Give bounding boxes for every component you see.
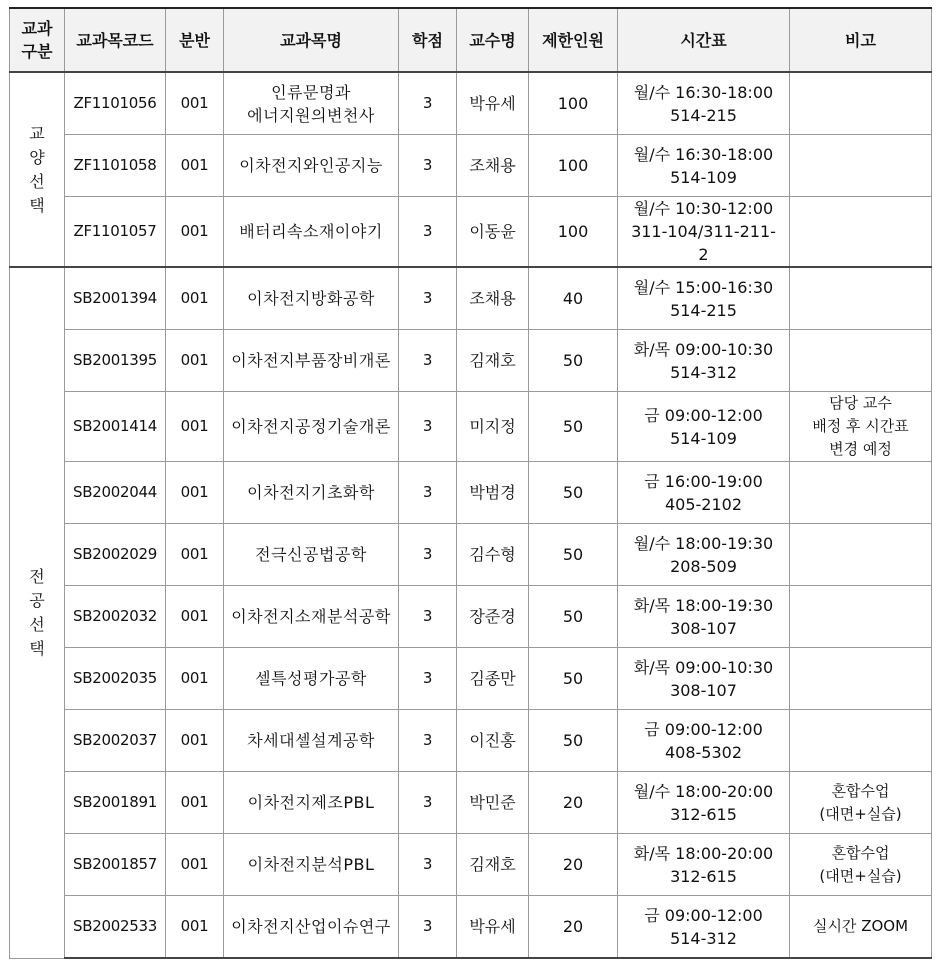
note-cell: 혼합수업 (대면+실습) xyxy=(790,834,932,896)
category-cell xyxy=(10,267,65,958)
code-cell: SB2001395 xyxy=(65,330,166,392)
table-row xyxy=(10,462,932,524)
table-row xyxy=(10,72,932,135)
capacity-cell: 50 xyxy=(529,648,618,710)
table-row xyxy=(10,710,932,772)
professor-cell: 박범경 xyxy=(457,462,529,524)
note-cell: 실시간 ZOOM xyxy=(790,896,932,959)
professor-cell: 장준경 xyxy=(457,586,529,648)
header-credit: 학점 xyxy=(399,8,457,72)
credit-cell: 3 xyxy=(399,648,457,710)
professor-cell: 조채용 xyxy=(457,135,529,197)
table-row xyxy=(10,392,932,462)
header-note: 비고 xyxy=(790,8,932,72)
code-cell: SB2002037 xyxy=(65,710,166,772)
credit-cell: 3 xyxy=(399,710,457,772)
note-cell: 혼합수업 (대면+실습) xyxy=(790,772,932,834)
note-cell xyxy=(790,135,932,197)
capacity-cell: 20 xyxy=(529,834,618,896)
course-name-cell: 이차전지방화공학 xyxy=(224,267,399,330)
code-cell: SB2001414 xyxy=(65,392,166,462)
header-row xyxy=(10,8,932,72)
code-cell: SB2001394 xyxy=(65,267,166,330)
schedule-cell: 금 09:00-12:00 514-109 xyxy=(618,392,790,462)
note-cell xyxy=(790,648,932,710)
code-cell: SB2002533 xyxy=(65,896,166,959)
note-cell xyxy=(790,267,932,330)
table-body xyxy=(10,72,932,958)
course-name-cell: 인류문명과 에너지원의변천사 xyxy=(224,72,399,135)
code-cell: ZF1101056 xyxy=(65,72,166,135)
credit-cell: 3 xyxy=(399,72,457,135)
capacity-cell: 50 xyxy=(529,330,618,392)
course-name-cell: 이차전지산업이슈연구 xyxy=(224,896,399,959)
capacity-cell: 20 xyxy=(529,772,618,834)
header-professor: 교수명 xyxy=(457,8,529,72)
note-cell xyxy=(790,330,932,392)
professor-cell: 김수형 xyxy=(457,524,529,586)
code-cell: SB2002032 xyxy=(65,586,166,648)
schedule-cell: 화/목 09:00-10:30 514-312 xyxy=(618,330,790,392)
note-cell xyxy=(790,197,932,268)
schedule-cell: 월/수 15:00-16:30 514-215 xyxy=(618,267,790,330)
capacity-cell: 50 xyxy=(529,586,618,648)
table-row xyxy=(10,834,932,896)
table-row xyxy=(10,330,932,392)
header-capacity: 제한인원 xyxy=(529,8,618,72)
capacity-cell: 40 xyxy=(529,267,618,330)
section-cell: 001 xyxy=(166,710,224,772)
note-cell xyxy=(790,524,932,586)
professor-cell: 미지정 xyxy=(457,392,529,462)
note-cell xyxy=(790,710,932,772)
section-cell: 001 xyxy=(166,772,224,834)
professor-cell: 박유세 xyxy=(457,896,529,959)
schedule-cell: 월/수 18:00-20:00 312-615 xyxy=(618,772,790,834)
category-cell xyxy=(10,72,65,267)
header-name: 교과목명 xyxy=(224,8,399,72)
table-row xyxy=(10,896,932,959)
note-cell xyxy=(790,586,932,648)
credit-cell: 3 xyxy=(399,330,457,392)
credit-cell: 3 xyxy=(399,834,457,896)
table-row xyxy=(10,267,932,330)
credit-cell: 3 xyxy=(399,462,457,524)
section-cell: 001 xyxy=(166,197,224,268)
header-section: 분반 xyxy=(166,8,224,72)
table-row xyxy=(10,586,932,648)
header-schedule: 시간표 xyxy=(618,8,790,72)
course-name-cell: 이차전지공정기술개론 xyxy=(224,392,399,462)
course-table xyxy=(9,7,932,959)
code-cell: SB2002035 xyxy=(65,648,166,710)
section-cell: 001 xyxy=(166,586,224,648)
schedule-cell: 화/목 09:00-10:30 308-107 xyxy=(618,648,790,710)
code-cell: SB2001891 xyxy=(65,772,166,834)
course-name-cell: 이차전지소재분석공학 xyxy=(224,586,399,648)
course-name-cell: 이차전지분석PBL xyxy=(224,834,399,896)
credit-cell: 3 xyxy=(399,267,457,330)
professor-cell: 이진홍 xyxy=(457,710,529,772)
professor-cell: 김재호 xyxy=(457,834,529,896)
section-cell: 001 xyxy=(166,72,224,135)
capacity-cell: 100 xyxy=(529,197,618,268)
schedule-cell: 월/수 18:00-19:30 208-509 xyxy=(618,524,790,586)
course-name-cell: 차세대셀설계공학 xyxy=(224,710,399,772)
credit-cell: 3 xyxy=(399,524,457,586)
credit-cell: 3 xyxy=(399,392,457,462)
credit-cell: 3 xyxy=(399,197,457,268)
section-cell: 001 xyxy=(166,392,224,462)
table-row xyxy=(10,135,932,197)
capacity-cell: 50 xyxy=(529,710,618,772)
schedule-cell: 월/수 16:30-18:00 514-215 xyxy=(618,72,790,135)
capacity-cell: 100 xyxy=(529,72,618,135)
professor-cell: 이동윤 xyxy=(457,197,529,268)
course-name-cell: 셀특성평가공학 xyxy=(224,648,399,710)
credit-cell: 3 xyxy=(399,896,457,959)
code-cell: ZF1101058 xyxy=(65,135,166,197)
section-cell: 001 xyxy=(166,834,224,896)
schedule-cell: 금 09:00-12:00 514-312 xyxy=(618,896,790,959)
table-header xyxy=(10,8,932,72)
table-row xyxy=(10,197,932,268)
note-cell: 담당 교수 배정 후 시간표 변경 예정 xyxy=(790,392,932,462)
section-cell: 001 xyxy=(166,330,224,392)
schedule-cell: 금 09:00-12:00 408-5302 xyxy=(618,710,790,772)
note-cell xyxy=(790,462,932,524)
schedule-cell: 화/목 18:00-20:00 312-615 xyxy=(618,834,790,896)
table-row xyxy=(10,524,932,586)
code-cell: SB2002044 xyxy=(65,462,166,524)
header-category: 교과 구분 xyxy=(10,8,65,72)
capacity-cell: 50 xyxy=(529,524,618,586)
schedule-cell: 금 16:00-19:00 405-2102 xyxy=(618,462,790,524)
section-cell: 001 xyxy=(166,524,224,586)
schedule-cell: 월/수 16:30-18:00 514-109 xyxy=(618,135,790,197)
course-name-cell: 이차전지와인공지능 xyxy=(224,135,399,197)
note-cell xyxy=(790,72,932,135)
credit-cell: 3 xyxy=(399,586,457,648)
professor-cell: 조채용 xyxy=(457,267,529,330)
section-cell: 001 xyxy=(166,648,224,710)
professor-cell: 박유세 xyxy=(457,72,529,135)
course-name-cell: 배터리속소재이야기 xyxy=(224,197,399,268)
section-cell: 001 xyxy=(166,267,224,330)
professor-cell: 김재호 xyxy=(457,330,529,392)
header-code: 교과목코드 xyxy=(65,8,166,72)
schedule-cell: 화/목 18:00-19:30 308-107 xyxy=(618,586,790,648)
table-row xyxy=(10,648,932,710)
capacity-cell: 100 xyxy=(529,135,618,197)
category-label: 교양선택 xyxy=(29,123,45,215)
credit-cell: 3 xyxy=(399,135,457,197)
section-cell: 001 xyxy=(166,462,224,524)
course-name-cell: 전극신공법공학 xyxy=(224,524,399,586)
capacity-cell: 50 xyxy=(529,462,618,524)
credit-cell: 3 xyxy=(399,772,457,834)
category-label: 전공선택 xyxy=(29,566,45,658)
code-cell: ZF1101057 xyxy=(65,197,166,268)
schedule-cell: 월/수 10:30-12:00 311-104/311-211- 2 xyxy=(618,197,790,268)
table-row xyxy=(10,772,932,834)
code-cell: SB2002029 xyxy=(65,524,166,586)
code-cell: SB2001857 xyxy=(65,834,166,896)
capacity-cell: 50 xyxy=(529,392,618,462)
capacity-cell: 20 xyxy=(529,896,618,959)
course-name-cell: 이차전지기초화학 xyxy=(224,462,399,524)
course-name-cell: 이차전지제조PBL xyxy=(224,772,399,834)
course-name-cell: 이차전지부품장비개론 xyxy=(224,330,399,392)
professor-cell: 김종만 xyxy=(457,648,529,710)
professor-cell: 박민준 xyxy=(457,772,529,834)
section-cell: 001 xyxy=(166,896,224,959)
section-cell: 001 xyxy=(166,135,224,197)
